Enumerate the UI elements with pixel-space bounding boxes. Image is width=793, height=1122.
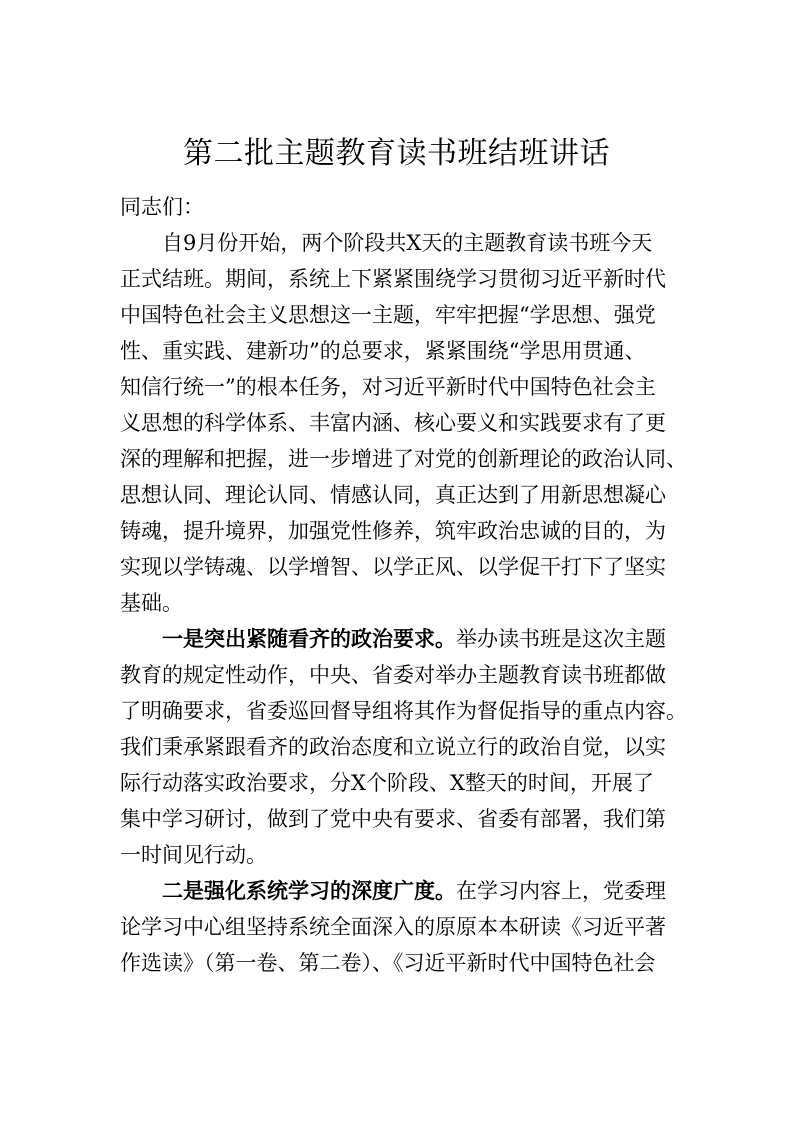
- paragraph-line: 深的理解和把握，进一步增进了对党的创新理论的政治认同、: [120, 447, 687, 471]
- section-two-text: 在学习内容上，党委理: [456, 879, 666, 903]
- paragraph-line: 际行动落实政治要求，分X个阶段、X整天的时间，开展了: [120, 771, 654, 795]
- paragraph-line: 基础。: [120, 591, 183, 615]
- paragraph-line: 一时间见行动。: [120, 843, 267, 867]
- paragraph-line: 教育的规定性动作，中央、省委对举办主题教育读书班都做: [120, 663, 666, 687]
- section-one-heading: 一是突出紧随看齐的政治要求。: [162, 626, 456, 651]
- paragraph-line: 义思想的科学体系、丰富内涵、核心要义和实践要求有了更: [120, 411, 666, 435]
- section-one-first-line: [162, 624, 666, 654]
- paragraph-line: 铸魂，提升境界，加强党性修养，筑牢政治忠诚的目的，为: [120, 519, 666, 543]
- paragraph-line: 正式结班。期间，系统上下紧紧围绕学习贯彻习近平新时代: [120, 267, 666, 291]
- paragraph-line: 了明确要求，省委巡回督导组将其作为督促指导的重点内容。: [120, 699, 687, 723]
- paragraph-line: 论学习中心组坚持系统全面深入的原原本本研读《习近平著: [120, 915, 666, 939]
- paragraph-line: 中国特色社会主义思想这一主题，牢牢把握“学思想、强党: [120, 303, 656, 327]
- paragraph-line: 我们秉承紧跟看齐的政治态度和立说立行的政治自觉，以实: [120, 735, 666, 759]
- paragraph-line: 性、重实践、建新功”的总要求，紧紧围绕“学思用贯通、: [120, 339, 646, 363]
- section-two-heading: 二是强化系统学习的深度广度。: [162, 878, 456, 903]
- paragraph-line: 思想认同、理论认同、情感认同，真正达到了用新思想凝心: [120, 483, 666, 507]
- section-two-first-line: [162, 876, 666, 906]
- paragraph-line: 知信行统一”的根本任务，对习近平新时代中国特色社会主: [120, 375, 656, 399]
- paragraph-line: 作选读》（第一卷、第二卷）、《习近平新时代中国特色社会: [120, 951, 656, 975]
- salutation: 同志们：: [120, 195, 204, 219]
- paragraph-line: 自9月份开始，两个阶段共X天的主题教育读书班今天: [162, 231, 653, 255]
- paragraph-line: 集中学习研讨，做到了党中央有要求、省委有部署，我们第: [120, 807, 666, 831]
- paragraph-line: 实现以学铸魂、以学增智、以学正风、以学促干打下了坚实: [120, 555, 666, 579]
- document-title: 第二批主题教育读书班结班讲话: [183, 136, 610, 171]
- section-one-text: 举办读书班是这次主题: [456, 627, 666, 651]
